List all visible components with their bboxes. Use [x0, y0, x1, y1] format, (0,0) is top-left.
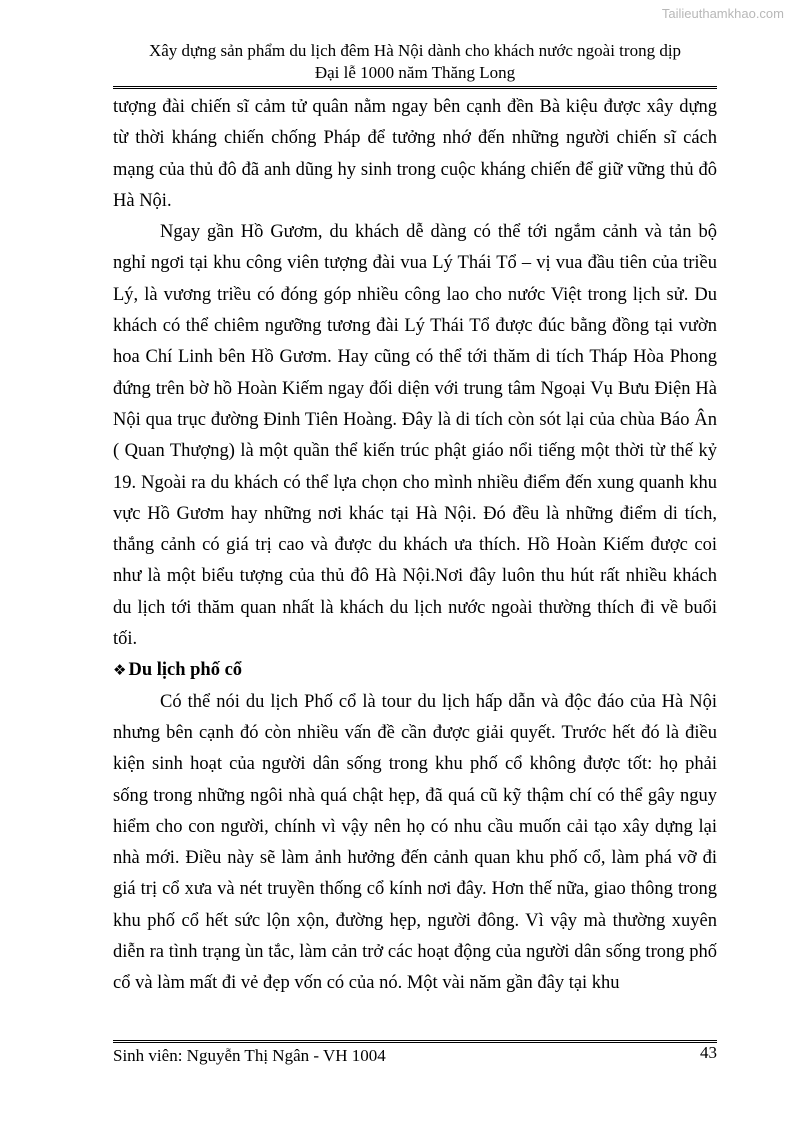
watermark-text: Tailieuthamkhao.com [661, 6, 784, 21]
header-line-2: Đại lễ 1000 năm Thăng Long [314, 63, 516, 82]
section-heading [113, 655, 717, 686]
diamond-bullet-icon: ❖ [113, 661, 127, 680]
page-header [113, 40, 717, 84]
footer-divider [113, 1040, 717, 1043]
footer-student: Sinh viên: Nguyễn Thị Ngân - VH 1004 [113, 1046, 386, 1065]
document-body [113, 92, 717, 1000]
paragraph-3: Có thể nói du lịch Phố cổ là tour du lịch hấp dẫn và độc đáo của Hà Nội nhưng bên cạnh đó còn nhiều vấn đề cần được giải quyết. Trước hết đó là điều kiện sinh hoạt của người dân sống trong khu phố cổ không được tốt: họ phải sống trong những ngôi nhà quá chật hẹp, đã quá cũ kỹ thậm chí có thể gây nguy hiểm cho con người, chính vì vậy nên họ có nhu cầu muốn cải tạo xây dựng lại nhà mới. Điều này sẽ làm ảnh hưởng đến cảnh quan khu phố cổ, làm phá vỡ đi giá trị cổ xưa và nét truyền thống cổ kính nơi đây. Hơn thế nữa, giao thông trong khu phố cổ hết sức lộn xộn, đường hẹp, người đông. Vì vậy mà thường xuyên diễn ra tình trạng ùn tắc, làm cản trở các hoạt động của người dân sống trong phố cổ và làm mất đi vẻ đẹp vốn có của nó. Một vài năm gần đây tại khu [113, 691, 717, 994]
paragraph-2: Ngay gần Hồ Gươm, du khách dễ dàng có thể tới ngắm cảnh và tản bộ nghỉ ngơi tại khu công viên tượng đài vua Lý Thái Tổ – vị vua đầu tiên của triều Lý, là vương triều có đóng góp nhiều công lao cho nước Việt trong lịch sử. Du khách có thể chiêm ngưỡng tương đài Lý Thái Tổ được đúc bằng đồng tại vườn hoa Chí Linh bên Hồ Gươm. Hay cũng có thể tới thăm di tích Tháp Hòa Phong đứng trên bờ hồ Hoàn Kiếm ngay đối diện với trung tâm Ngoại Vụ Bưu Điện Hà Nội qua trục đường Đinh Tiên Hoàng. Đây là di tích còn sót lại của chùa Báo Ân ( Quan Thượng) là một quần thể kiến trúc phật giáo nổi tiếng một thời từ thế kỷ 19. Ngoài ra du khách có thể lựa chọn cho mình nhiều điểm đến xung quanh khu vực Hồ Gươm hay những nơi khác tại Hà Nội. Đó đều là những điểm di tích, thắng cảnh có giá trị cao và được du khách ưa thích. Hồ Hoàn Kiếm được coi như là một biểu tượng của thủ đô Hà Nội.Nơi đây luôn thu hút rất nhiều khách du lịch tới thăm quan nhất là khách du lịch nước ngoài thường thích đi về buổi tối. [113, 222, 717, 650]
page-number: 43 [700, 1043, 717, 1062]
header-divider [113, 86, 717, 89]
paragraph-1: tượng đài chiến sĩ cảm tử quân nằm ngay bên cạnh đền Bà kiệu được xây dựng từ thời kháng chiến chống Pháp để tưởng nhớ đến những người chiến sĩ cách mạng của thủ đô đã anh dũng hy sinh trong cuộc kháng chiến để giữ vững thủ đô Hà Nội. [113, 97, 717, 211]
section-heading-text: Du lịch phố cổ [128, 660, 243, 681]
header-line-1: Xây dựng sản phẩm du lịch đêm Hà Nội dành cho khách nước ngoài trong dịp [148, 41, 682, 60]
